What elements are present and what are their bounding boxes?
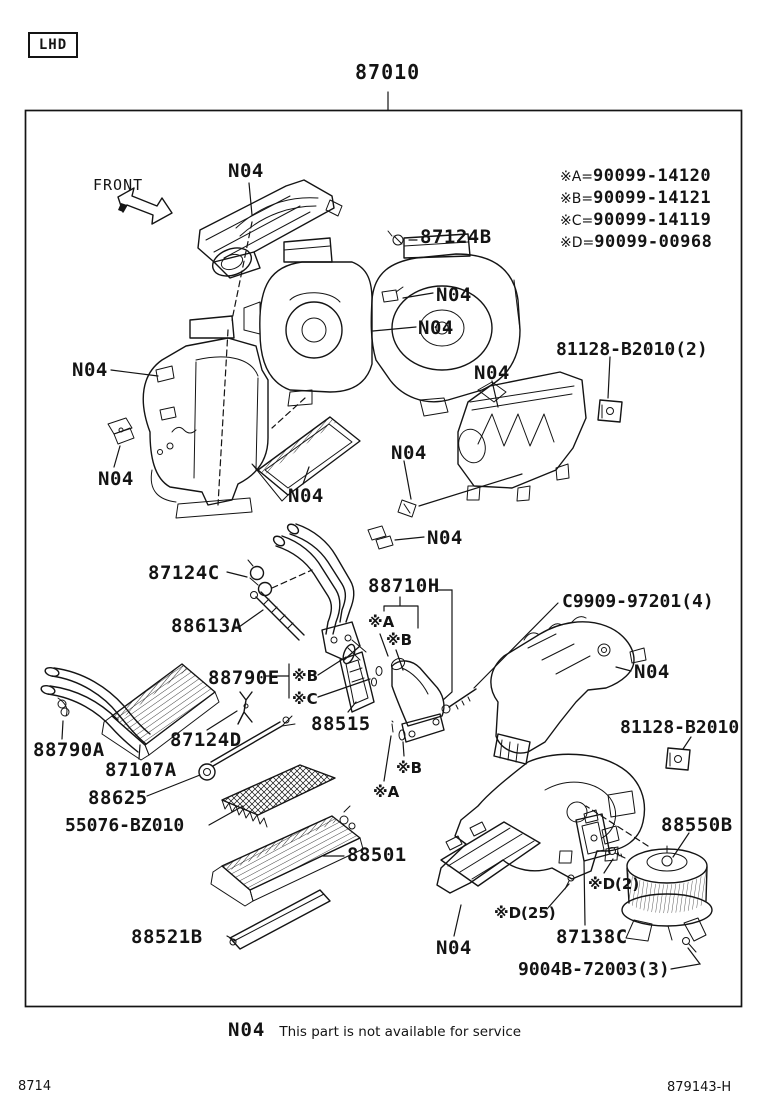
part-label-xa-1: ※A bbox=[368, 613, 395, 631]
part-label-88613a: 88613A bbox=[171, 615, 243, 637]
figure-code: 87010 bbox=[355, 60, 421, 84]
lhd-badge: LHD bbox=[28, 32, 78, 58]
part-label-81128-b2010-2: 81128-B2010(2) bbox=[556, 339, 708, 360]
legend-value: 90099-14119 bbox=[593, 210, 712, 230]
part-label-87107a: 87107A bbox=[105, 759, 177, 781]
legend-key: ※C= bbox=[560, 213, 594, 229]
clip-88790a bbox=[58, 698, 69, 716]
strip-88521b bbox=[230, 890, 330, 949]
part-label-n04-top-duct: N04 bbox=[228, 160, 264, 182]
service-note bbox=[228, 1019, 521, 1041]
part-label-xd-25: ※D(25) bbox=[494, 904, 556, 922]
top-duct-part bbox=[198, 180, 342, 281]
part-label-88515: 88515 bbox=[311, 713, 371, 735]
part-label-88550b: 88550B bbox=[661, 814, 733, 836]
ribbed-case-part bbox=[455, 372, 586, 501]
part-label-n04-clip-mid2: N04 bbox=[427, 527, 463, 549]
plate-88515 bbox=[340, 652, 374, 712]
rod-88613a bbox=[251, 592, 305, 641]
part-label-n04-clip-mid1: N04 bbox=[391, 442, 427, 464]
page-number-left: 8714 bbox=[18, 1079, 52, 1094]
clip-81128-2 bbox=[598, 400, 622, 422]
part-label-xb-1: ※B bbox=[292, 667, 319, 685]
part-label-88790e: 88790E bbox=[208, 667, 280, 689]
heater-pipes-part bbox=[272, 522, 366, 660]
legend-row bbox=[560, 209, 712, 231]
part-label-88521b: 88521B bbox=[131, 926, 203, 948]
part-label-87124c: 87124C bbox=[148, 562, 220, 584]
aux-case-part bbox=[442, 617, 646, 764]
elbow-duct-88710h bbox=[389, 656, 444, 742]
clip-n04-upper bbox=[382, 287, 403, 302]
part-label-n04-left-housing: N04 bbox=[72, 359, 108, 381]
part-label-88501: 88501 bbox=[347, 844, 407, 866]
mesh-55076 bbox=[222, 765, 335, 827]
clip-n04-mid1 bbox=[398, 500, 416, 517]
part-label-87138c: 87138C bbox=[556, 926, 628, 948]
part-label-xa-2: ※A bbox=[373, 783, 400, 801]
legend-value: 90099-14121 bbox=[593, 188, 712, 208]
service-note-text: This part is not available for service bbox=[279, 1024, 522, 1040]
center-housing-part bbox=[244, 238, 372, 406]
legend-row bbox=[560, 165, 712, 187]
part-label-81128-b2010: 81128-B2010 bbox=[620, 717, 740, 738]
resistor-87138c bbox=[576, 810, 619, 861]
left-housing-part bbox=[143, 316, 268, 518]
part-label-88790a: 88790A bbox=[33, 739, 105, 761]
part-label-xd-2: ※D(2) bbox=[588, 875, 640, 893]
clip-81128-1 bbox=[666, 748, 690, 770]
legend-value: 90099-00968 bbox=[594, 232, 713, 252]
front-label: FRONT bbox=[93, 176, 144, 194]
part-label-n04-left-clip: N04 bbox=[98, 468, 134, 490]
part-label-n04-housing-upper: N04 bbox=[418, 317, 454, 339]
legend-key: ※A= bbox=[560, 169, 594, 185]
service-note-code: N04 bbox=[228, 1019, 266, 1041]
screw-c9909 bbox=[442, 689, 476, 713]
part-label-88710h: 88710H bbox=[368, 575, 440, 597]
part-label-55076-bz010: 55076-BZ010 bbox=[65, 815, 185, 836]
clip-87124d bbox=[238, 692, 252, 724]
part-label-n04-blower-duct: N04 bbox=[436, 937, 472, 959]
clip-87124c bbox=[248, 560, 272, 596]
figure-reference-right: 879143-H bbox=[667, 1080, 732, 1095]
part-label-xb-3: ※B bbox=[396, 759, 423, 777]
part-label-c9909-97201-4: C9909-97201(4) bbox=[562, 591, 714, 612]
part-label-n04-heater-case: N04 bbox=[474, 362, 510, 384]
part-label-n04-screw-upper: N04 bbox=[436, 284, 472, 306]
part-label-n04-filter: N04 bbox=[288, 485, 324, 507]
legend-value: 90099-14120 bbox=[593, 166, 712, 186]
part-label-n04-aux-case: N04 bbox=[634, 661, 670, 683]
part-label-87124d: 87124D bbox=[170, 729, 242, 751]
part-label-xb-2: ※B bbox=[386, 631, 413, 649]
legend-key: ※B= bbox=[560, 191, 594, 207]
part-label-9004b-72003-3: 9004B-72003(3) bbox=[518, 959, 670, 980]
part-label-xc-1: ※C bbox=[292, 690, 318, 708]
screw-87124b bbox=[388, 231, 403, 245]
legend-key: ※D= bbox=[560, 235, 595, 251]
gaskets-88790e bbox=[341, 643, 382, 686]
part-label-88625: 88625 bbox=[88, 787, 148, 809]
legend-row bbox=[560, 231, 712, 253]
substitution-legend bbox=[560, 165, 712, 253]
clip-n04-mid2 bbox=[368, 526, 393, 549]
part-label-87124b: 87124B bbox=[420, 226, 492, 248]
clip-n04-left bbox=[108, 418, 134, 444]
legend-row bbox=[560, 187, 712, 209]
